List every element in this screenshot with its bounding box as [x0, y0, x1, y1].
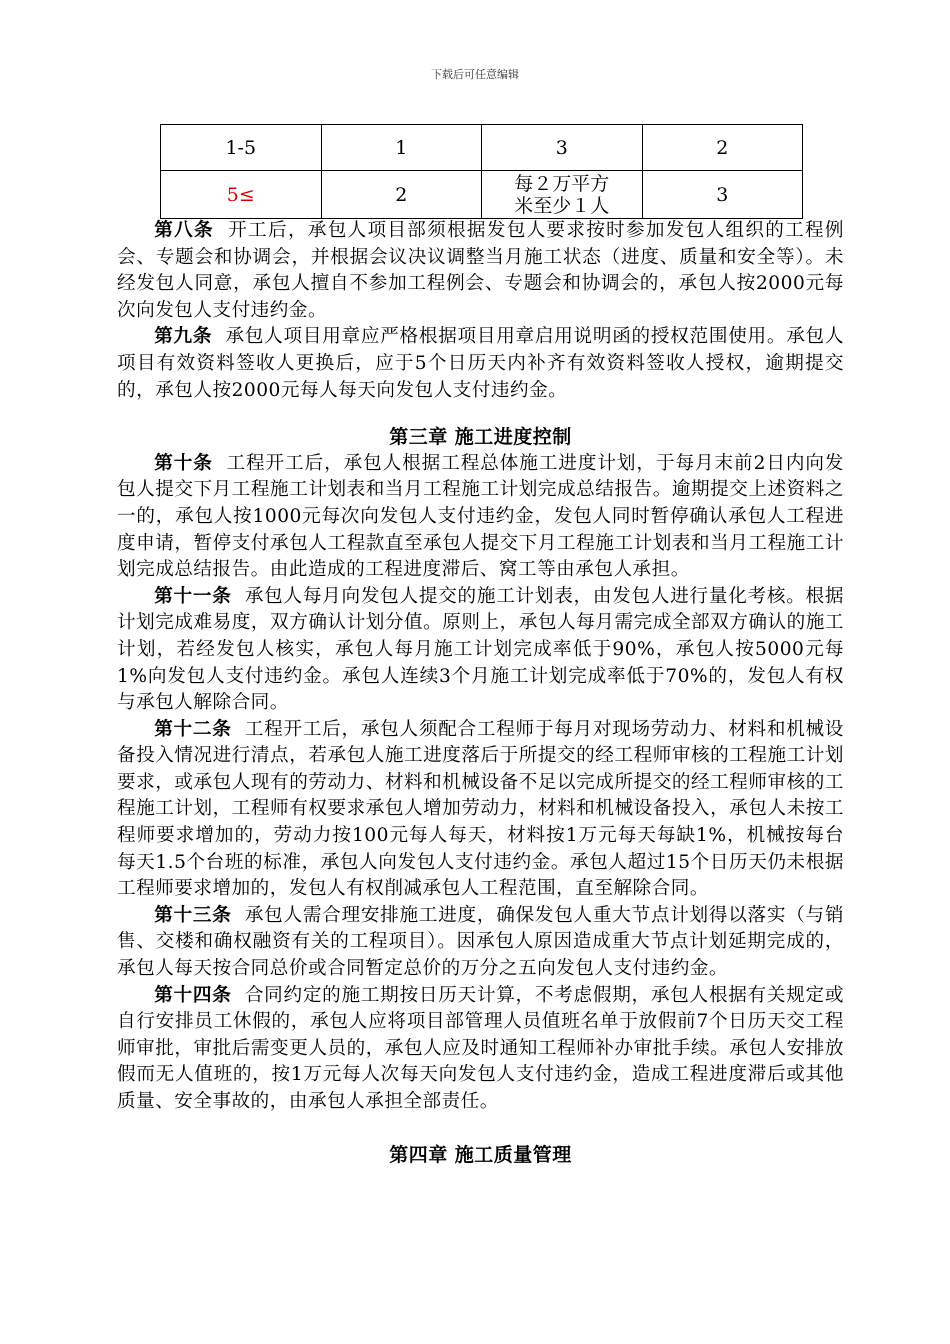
table-row [161, 125, 803, 171]
table-cell: 每２万平方米至少１人 [482, 171, 643, 219]
requirements-table [160, 124, 803, 219]
table-cell: 2 [321, 171, 482, 219]
table-cell: 1-5 [161, 125, 322, 171]
article-text: 承包人项目用章应严格根据项目用章启用说明函的授权范围使用。承包人项目有效资料签收人更换后，应于5个日历天内补齐有效资料签收人授权，逾期提交的，承包人按2000元每人每天向发包人支付违约金。 [117, 326, 844, 401]
article-8 [117, 218, 844, 324]
table-row [161, 171, 803, 219]
article-12 [117, 717, 844, 903]
chapter-heading: 第四章 施工质量管理 [389, 1143, 572, 1166]
article-13 [117, 903, 844, 983]
article-title: 第十一条 [154, 585, 232, 607]
article-text: 开工后，承包人项目部须根据发包人要求按时参加发包人组织的工程例会、专题会和协调会，并根据会议决议调整当月施工状态（进度、质量和安全等）。未经发包人同意，承包人擅自不参加工程例会、专题会和协调会的，承包人按2000元每次向发包人支付违约金。 [117, 220, 844, 321]
article-text: 工程开工后，承包人根据工程总体施工进度计划，于每月末前2日内向发包人提交下月工程施工计划表和当月工程施工计划完成总结报告。逾期提交上述资料之一的，承包人按1000元每次向发包人支付违约金，发包人同时暂停确认承包人工程进度申请，暂停支付承包人工程款直至承包人提交下月工程施工计划表和当月工程施工计划完成总结报告。由此造成的工程进度滞后、窝工等由承包人承担。 [117, 452, 844, 581]
article-text: 承包人每月向发包人提交的施工计划表，由发包人进行量化考核。根据计划完成难易度，双方确认计划分值。原则上，承包人每月需完成全部双方确认的施工计划，若经发包人核实，承包人每月施工计划完成率低于90%，承包人按5000元每1%向发包人支付违约金。承包人连续3个月施工计划完成率低于70%的，发包人有权与承包人解除合同。 [117, 585, 844, 714]
table-cell: 2 [642, 125, 803, 171]
article-11 [117, 584, 844, 717]
table-cell: 1 [321, 125, 482, 171]
article-title: 第十二条 [154, 718, 232, 740]
article-title: 第十三条 [154, 904, 232, 926]
table-cell: 3 [482, 125, 643, 171]
article-text: 合同约定的施工期按日历天计算，不考虑假期，承包人根据有关规定或自行安排员工休假的，承包人应将项目部管理人员值班名单于放假前7个日历天交工程师审批，审批后需变更人员的，承包人应及时通知工程师补办审批手续。承包人安排放假而无人值班的，按1万元每人次每天向发包人支付违约金，造成工程进度滞后或其他质量、安全事故的，由承包人承担全部责任。 [117, 984, 844, 1112]
chapter-heading: 第三章 施工进度控制 [389, 426, 572, 449]
article-14 [117, 983, 844, 1116]
article-title: 第八条 [154, 220, 214, 241]
table-cell: 3 [642, 171, 803, 219]
article-text: 承包人需合理安排施工进度，确保发包人重大节点计划得以落实（与销售、交楼和确权融资有关的工程项目）。因承包人原因造成重大节点计划延期完成的，承包人每天按合同总价或合同暂定总价的万分之五向发包人支付违约金。 [117, 904, 844, 980]
document-body [117, 218, 844, 1168]
page-header: 下载后可任意编辑 [431, 68, 519, 81]
article-title: 第十条 [154, 452, 213, 474]
article-9 [117, 324, 844, 404]
article-title: 第九条 [154, 326, 213, 348]
article-10 [117, 451, 844, 584]
article-text: 工程开工后，承包人须配合工程师于每月对现场劳动力、材料和机械设备投入情况进行清点，若承包人施工进度落后于所提交的经工程师审核的工程施工计划要求，或承包人现有的劳动力、材料和机械设备不足以完成所提交的经工程师审核的工程施工计划，工程师有权要求承包人增加劳动力，材料和机械设备投入，承包人未按工程师要求增加的，劳动力按100元每人每天，材料按1万元每天每缺1%，机械按每台每天1.5个台班的标准，承包人向发包人支付违约金。承包人超过15个日历天仍未根据工程师要求增加的，发包人有权削减承包人工程范围，直至解除合同。 [117, 718, 844, 900]
article-title: 第十四条 [154, 984, 232, 1006]
table-cell-highlighted: 5≤ [161, 171, 322, 219]
